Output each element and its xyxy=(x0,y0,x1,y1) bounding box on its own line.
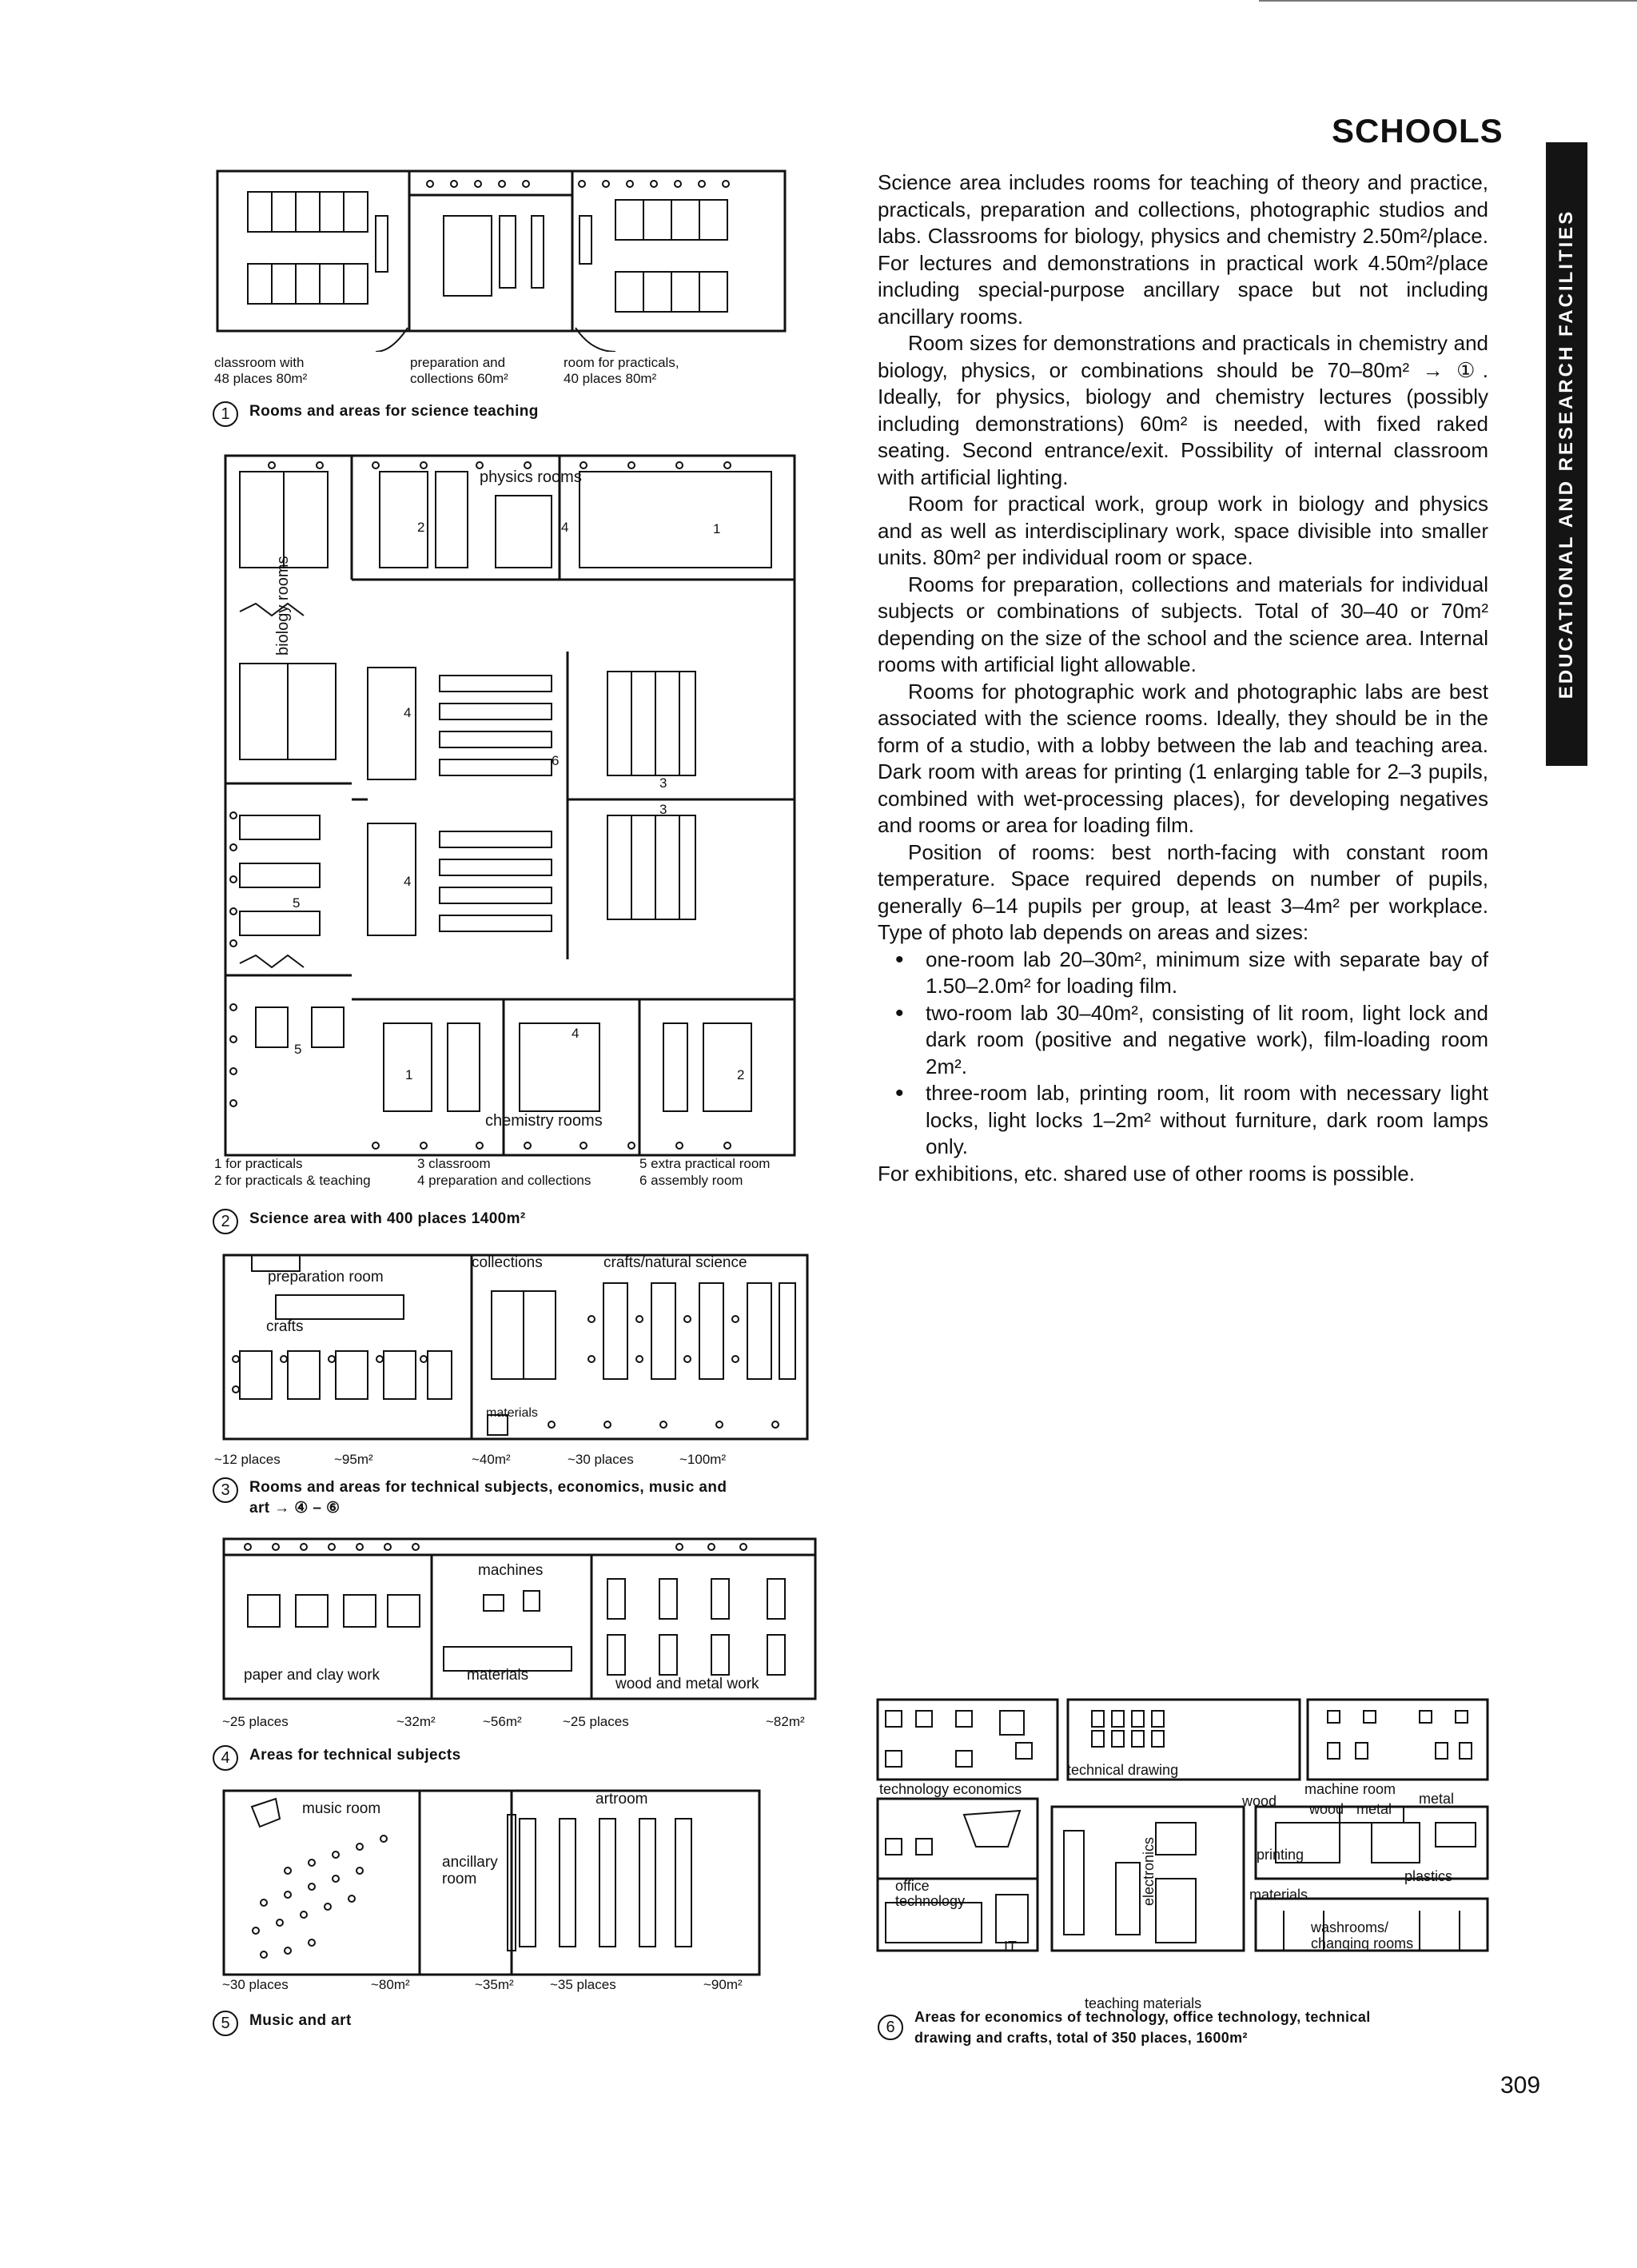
fig6-label-tech-drawing: technical drawing xyxy=(1067,1762,1179,1778)
fig3-caption xyxy=(213,1477,727,1519)
fig5-label-art: artroom xyxy=(595,1791,648,1808)
fig2-label-chemistry: chemistry rooms xyxy=(485,1112,603,1130)
fig1-number: 1 xyxy=(213,401,238,427)
fig1-caption-text: Rooms and areas for science teaching xyxy=(249,403,539,420)
fig5-size: ~80m² xyxy=(371,1977,410,1992)
fig6-label-printing: printing xyxy=(1257,1847,1304,1863)
fig4-size: ~56m² xyxy=(483,1714,522,1729)
fig3-label-collections: collections xyxy=(472,1254,543,1271)
fig6-label-wood: wood xyxy=(1309,1801,1344,1817)
fig2-room-number: 4 xyxy=(404,705,412,720)
fig5-label-ancillary: ancillary xyxy=(442,1854,498,1871)
fig4-label-wood: wood and metal work xyxy=(615,1676,759,1692)
fig4-size: ~32m² xyxy=(396,1714,436,1729)
fig3-label-prep: preparation room xyxy=(268,1269,384,1285)
fig4-size: ~25 places xyxy=(563,1714,629,1729)
fig1-label-practicals-size: 40 places 80m² xyxy=(564,371,657,386)
fig2-label-physics: physics rooms xyxy=(480,468,582,486)
fig6-label-metal: metal xyxy=(1356,1801,1392,1817)
fig3-size: ~30 places xyxy=(568,1452,634,1467)
fig2-room-number: 4 xyxy=(572,1026,580,1041)
list-item: • two-room lab 30–40m², consisting of lit room, light lock and dark room (positive and negative work), film-loading room 2m². xyxy=(926,1000,1488,1081)
fig1-floor-plan xyxy=(216,168,791,352)
fig2-room-number: 5 xyxy=(293,895,301,911)
fig6-label-washrooms: washrooms/ xyxy=(1311,1919,1389,1935)
fig4-label-paper: paper and clay work xyxy=(244,1667,380,1684)
fig4-label-materials: materials xyxy=(467,1667,529,1684)
paragraph: Science area includes rooms for teaching of theory and practice, practicals, preparation and collections, photographic studios and labs. Classrooms for biology, physics and chemistry 2.50m²/place. For lectures and demonstrations in practical work 4.50m²/place including special-purpose ancillary space but not including ancillary rooms. xyxy=(878,170,1488,329)
fig4-caption xyxy=(213,1745,461,1771)
fig1-label-classroom: classroom with xyxy=(214,355,305,370)
fig2-room-number: 5 xyxy=(294,1042,302,1057)
paragraph: Rooms for preparation, collections and materials for individual subjects or combinations of subjects. Total of 30–40 or 70m² depending on the size of the school and the science area. Internal rooms with artificial light allowable. xyxy=(878,572,1488,676)
fig1-label-preparation-size: collections 60m² xyxy=(410,371,508,386)
fig2-room-number: 1 xyxy=(713,521,721,536)
fig1-caption xyxy=(213,401,539,427)
fig2-legend-item: 2 for practicals & teaching xyxy=(214,1173,371,1188)
fig6-caption-text: Areas for economics of technology, office technology, technical xyxy=(914,2009,1371,2025)
fig6-number: 6 xyxy=(878,2015,903,2040)
fig3-size: ~40m² xyxy=(472,1452,511,1467)
page-title: SCHOOLS xyxy=(1332,112,1504,149)
fig3-size: ~12 places xyxy=(214,1452,281,1467)
fig5-size: ~35 places xyxy=(550,1977,616,1992)
fig6-label-wood: wood xyxy=(1242,1793,1277,1809)
fig6-label-teaching-materials: teaching materials xyxy=(1085,1995,1202,2011)
section-tab xyxy=(1546,142,1587,766)
list-item: • one-room lab 20–30m², minimum size with separate bay of 1.50–2.0m² for loading film. xyxy=(926,947,1488,1000)
fig2-room-number: 2 xyxy=(417,520,425,535)
fig3-label-crafts-nat: crafts/natural science xyxy=(603,1254,747,1271)
fig6-label-it: IT xyxy=(1004,1939,1017,1955)
fig3-size: ~100m² xyxy=(679,1452,727,1467)
fig6-label-office: office xyxy=(895,1878,930,1894)
fig2-floor-plan xyxy=(216,448,807,1167)
fig2-caption-text: Science area with 400 places 1400m² xyxy=(249,1210,526,1227)
fig6-label-changing-rooms: changing rooms xyxy=(1311,1935,1414,1951)
fig2-number: 2 xyxy=(213,1209,238,1234)
fig5-label-music: music room xyxy=(302,1800,381,1817)
fig2-legend-item: 6 assembly room xyxy=(639,1173,743,1188)
fig5-caption-text: Music and art xyxy=(249,2012,352,2029)
fig2-legend-item: 1 for practicals xyxy=(214,1156,303,1171)
paragraph: Room sizes for demonstrations and practicals in chemistry and biology, physics, or combinations should be 70–80m² → ①. Ideally, for physics, biology and chemistry lectures (possibly including demonstrations) 60m² is needed, with fixed raked seating. Second entrance/exit. Possibility of internal classroom with artificial lighting. xyxy=(878,331,1488,489)
fig5-size: ~35m² xyxy=(475,1977,514,1992)
fig5-size: ~30 places xyxy=(222,1977,289,1992)
fig2-label-biology: biology rooms xyxy=(274,556,292,656)
fig6-label-tech-econ: technology economics xyxy=(879,1781,1022,1797)
fig1-label-practicals: room for practicals, xyxy=(564,355,679,370)
fig6-caption-text-cont: drawing and crafts, total of 350 places, 1600m² xyxy=(914,2030,1248,2046)
fig3-size: ~95m² xyxy=(334,1452,373,1467)
fig6-label-metal: metal xyxy=(1419,1791,1455,1807)
fig2-legend-item: 4 preparation and collections xyxy=(417,1173,591,1188)
paragraph: Rooms for photographic work and photographic labs are best associated with the science rooms. Ideally, they should be in the form of a studio, with a lobby between the lab and teaching area. Dark room with areas for printing (1 enlarging table for 2–3 pupils, combined with wet-processing places), for developing negatives and rooms or area for loading film. xyxy=(878,679,1488,837)
fig1-label-classroom-size: 48 places 80m² xyxy=(214,371,308,386)
fig2-legend-item: 5 extra practical room xyxy=(639,1156,771,1171)
fig2-caption xyxy=(213,1209,526,1234)
section-tab-label: EDUCATIONAL AND RESEARCH FACILITIES xyxy=(1555,209,1577,700)
fig6-label-electronics: electronics xyxy=(1141,1836,1157,1906)
fig6-label-machine-room: machine room xyxy=(1304,1781,1396,1797)
fig4-caption-text: Areas for technical subjects xyxy=(249,1747,461,1764)
fig2-room-number: 3 xyxy=(659,802,667,817)
list-item: • three-room lab, printing room, lit room with necessary light locks, light locks 1–2m² without furniture, dark room lamps only. xyxy=(926,1080,1488,1161)
fig2-room-number: 6 xyxy=(552,753,560,768)
paragraph: Position of rooms: best north-facing with constant room temperature. Space required depends on number of pupils, generally 6–14 pupils per group, at least 3–4m² per workplace. Type of photo lab depends on areas and sizes: xyxy=(878,839,1488,944)
fig6-label-office-technology: technology xyxy=(895,1893,966,1909)
photo-lab-list xyxy=(878,947,1488,1161)
paragraph: For exhibitions, etc. shared use of other rooms is possible. xyxy=(878,1161,1415,1186)
fig5-floor-plan xyxy=(216,1783,775,1979)
fig4-number: 4 xyxy=(213,1745,238,1771)
fig1-label-preparation: preparation and xyxy=(410,355,506,370)
fig2-room-number: 3 xyxy=(659,775,667,791)
fig3-label-crafts: crafts xyxy=(266,1318,304,1335)
top-rule xyxy=(1259,0,1637,2)
fig2-room-number: 4 xyxy=(404,874,412,889)
fig5-caption xyxy=(213,2011,352,2036)
fig2-room-number: 4 xyxy=(561,520,569,535)
fig4-size: ~82m² xyxy=(766,1714,805,1729)
fig4-label-machines: machines xyxy=(478,1562,544,1579)
fig6-label-materials: materials xyxy=(1249,1887,1308,1903)
fig5-label-ancillary-room: room xyxy=(442,1871,477,1887)
fig5-number: 5 xyxy=(213,2011,238,2036)
fig3-number: 3 xyxy=(213,1477,238,1503)
fig5-size: ~90m² xyxy=(703,1977,743,1992)
fig3-caption-text: Rooms and areas for technical subjects, economics, music and xyxy=(249,1479,727,1496)
page-number: 309 xyxy=(1500,2072,1541,2099)
fig2-room-number: 1 xyxy=(405,1067,413,1082)
fig3-label-materials: materials xyxy=(486,1406,538,1420)
fig2-legend-item: 3 classroom xyxy=(417,1156,491,1171)
paragraph: Room for practical work, group work in biology and physics and as well as interdisciplinary work, space divisible into smaller units. 80m² per individual room or space. xyxy=(878,492,1488,569)
fig3-caption-text-cont: art → ④ – ⑥ xyxy=(249,1500,341,1517)
fig6-label-plastics: plastics xyxy=(1404,1868,1453,1884)
fig6-caption xyxy=(878,2007,1371,2048)
body-text xyxy=(878,169,1488,1187)
fig2-room-number: 2 xyxy=(737,1067,745,1082)
fig4-size: ~25 places xyxy=(222,1714,289,1729)
